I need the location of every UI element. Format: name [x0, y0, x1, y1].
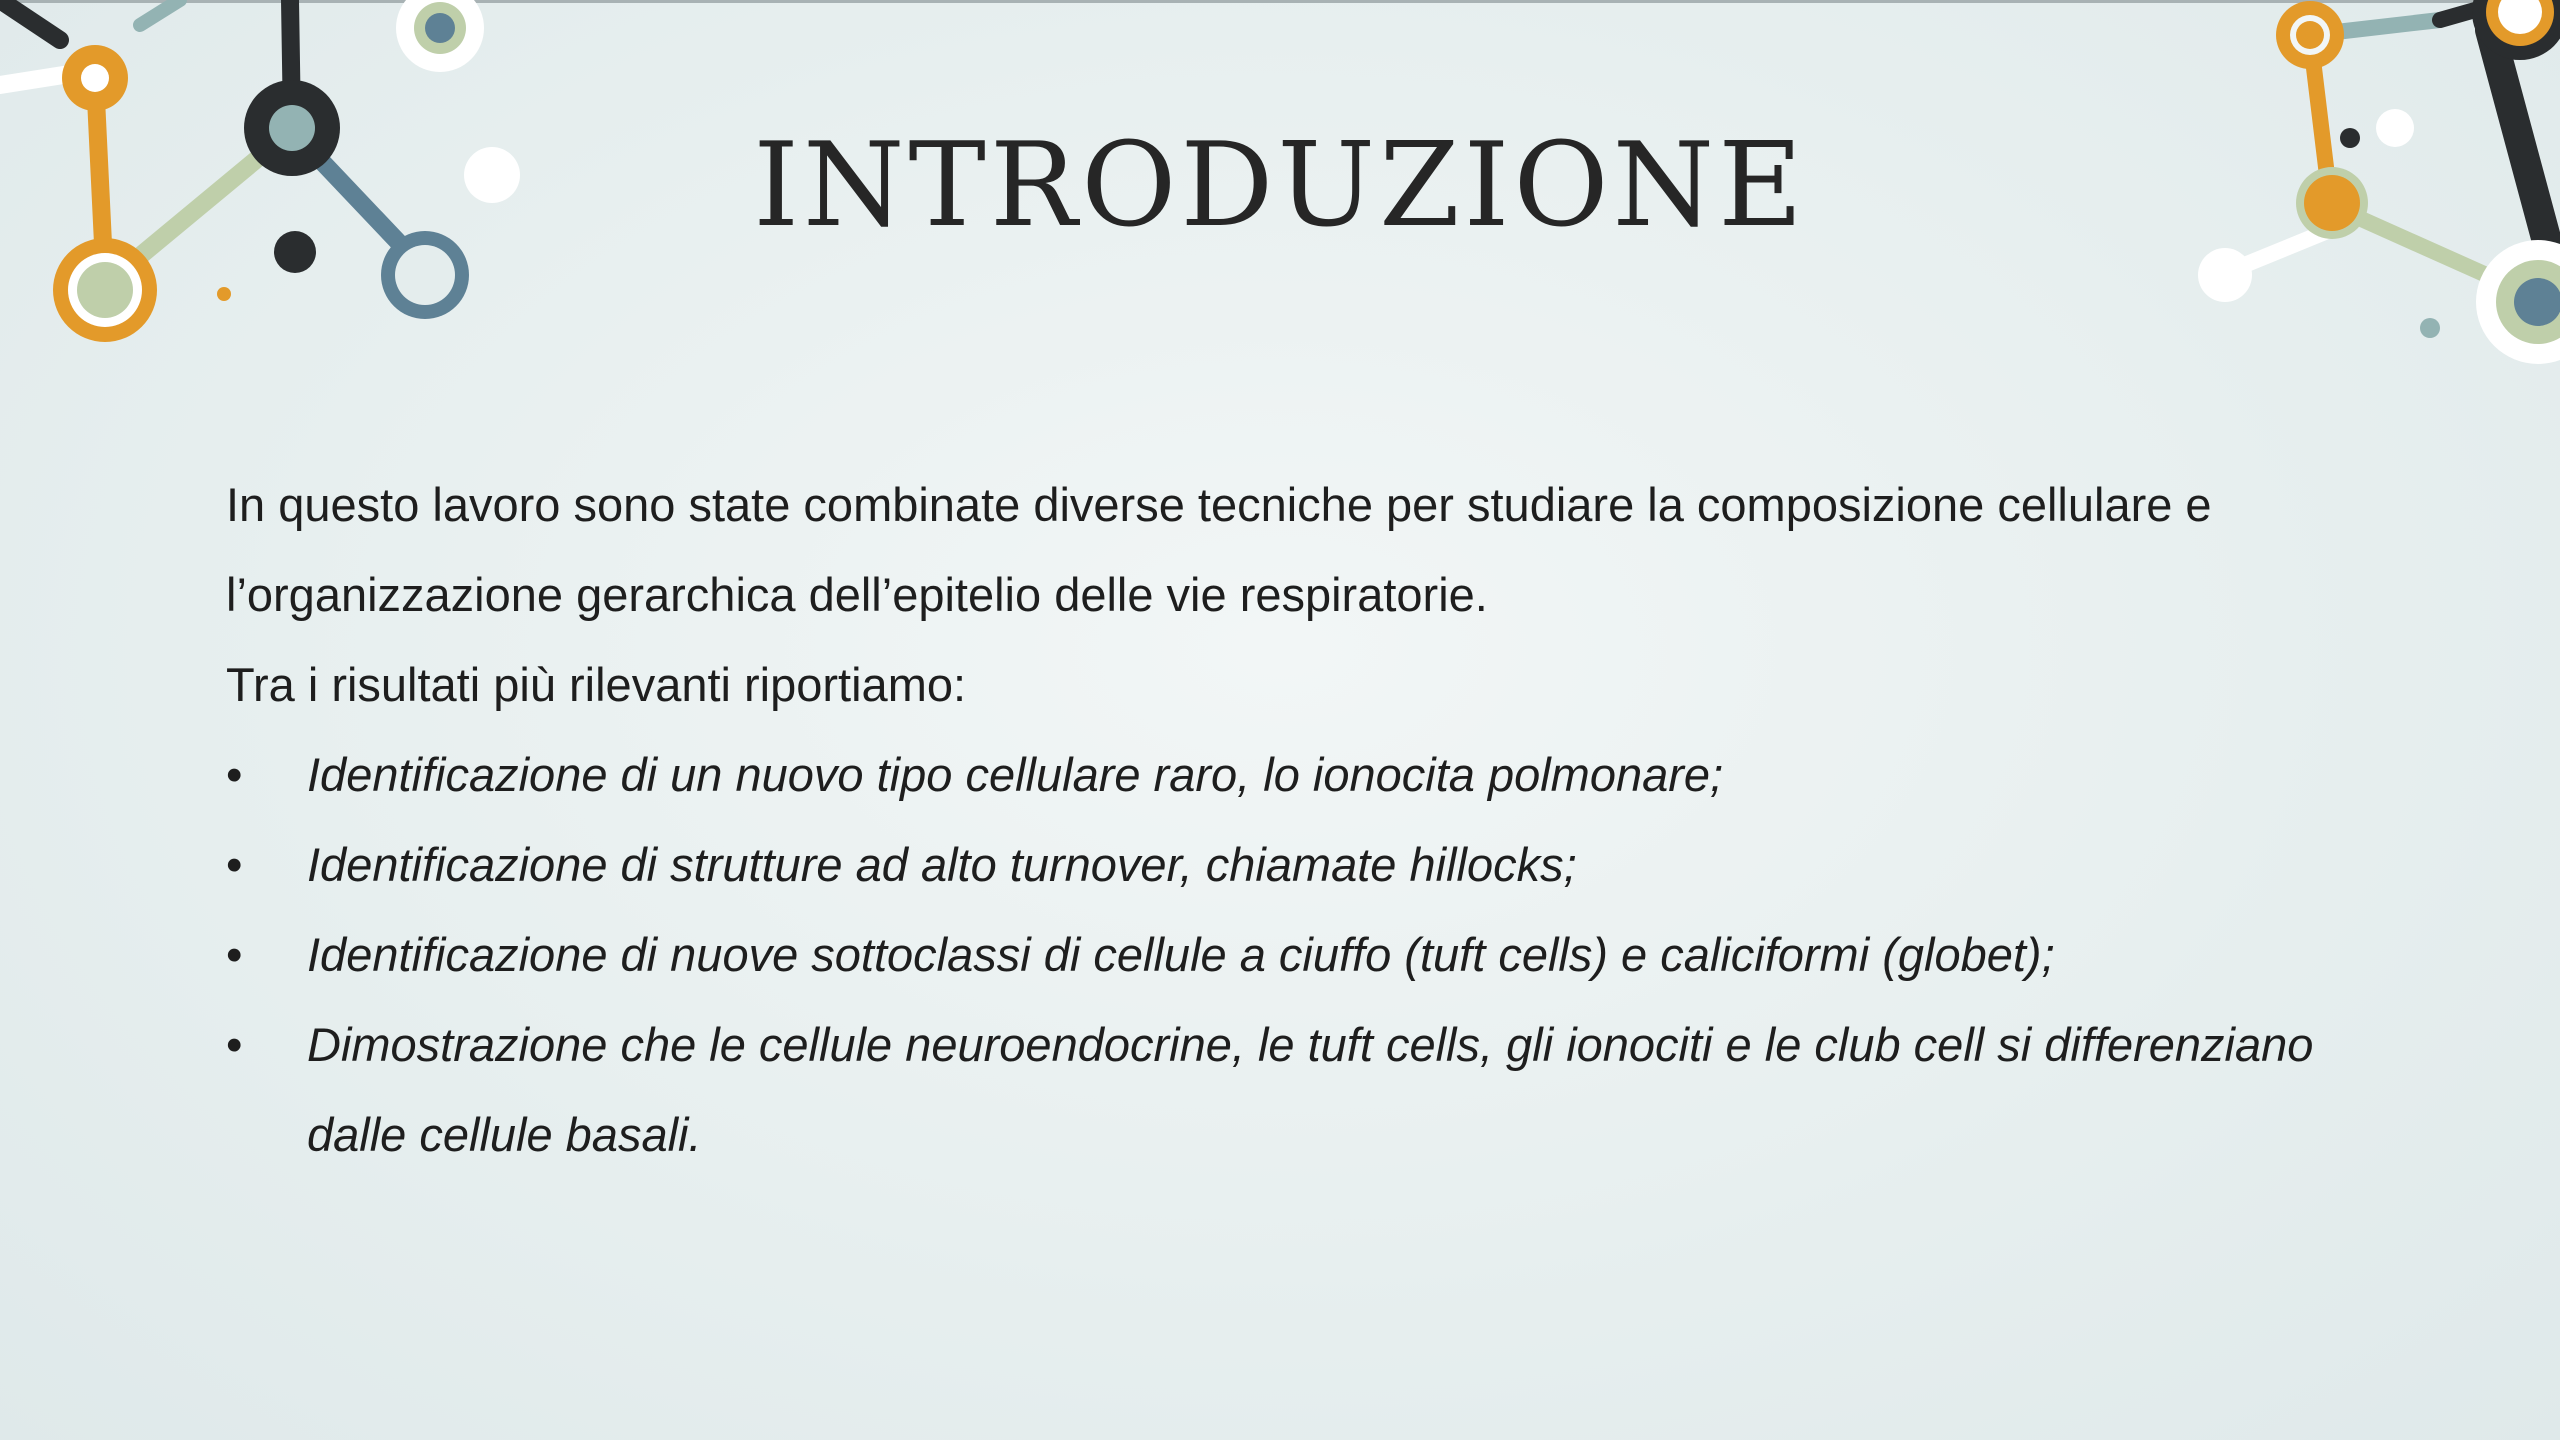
bullet-icon: • [226, 928, 243, 981]
list-item [226, 730, 2376, 820]
results-list [226, 730, 2376, 1180]
results-heading: Tra i risultati più rilevanti riportiamo: [226, 658, 967, 711]
list-item-text: Identificazione di strutture ad alto turnover, chiamate hillocks; [307, 838, 1577, 891]
intro-paragraph [226, 460, 2376, 640]
list-item [226, 1000, 2376, 1180]
bullet-icon: • [226, 838, 243, 891]
list-item-text: Identificazione di nuove sottoclassi di cellule a ciuffo (tuft cells) e caliciformi (globet); [307, 928, 2055, 981]
bullet-icon: • [226, 748, 243, 801]
list-item-text: Dimostrazione che le cellule neuroendocrine, le tuft cells, gli ionociti e le club cell si differenziano dalle cellule basali. [307, 1018, 2314, 1161]
list-item [226, 910, 2376, 1000]
intro-line-1: In questo lavoro sono state combinate diverse tecniche per studiare la composizione cellulare e [226, 478, 2212, 531]
list-item [226, 820, 2376, 910]
slide-body [226, 460, 2376, 1180]
list-item-text: Identificazione di un nuovo tipo cellulare raro, lo ionocita polmonare; [307, 748, 1724, 801]
intro-line-2: l’organizzazione gerarchica dell’epitelio delle vie respiratorie. [226, 568, 1488, 621]
bullet-icon: • [226, 1018, 243, 1071]
slide-title: INTRODUZIONE [753, 118, 1807, 253]
